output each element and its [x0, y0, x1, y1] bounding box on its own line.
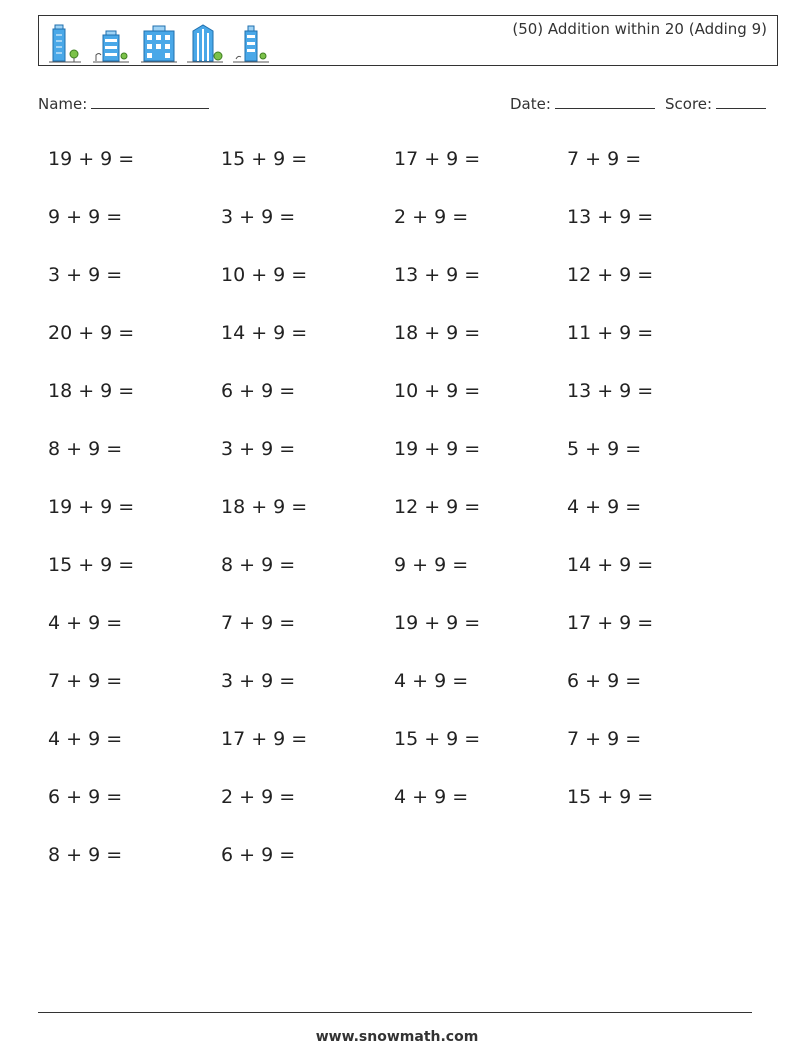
- problem-item: 2 + 9 =: [221, 786, 296, 808]
- apartment-building-icon: [141, 21, 177, 63]
- problem-item: 4 + 9 =: [48, 612, 123, 634]
- problem-item: 4 + 9 =: [567, 496, 642, 518]
- problem-item: 19 + 9 =: [394, 612, 481, 634]
- problem-item: 3 + 9 =: [48, 264, 123, 286]
- problem-item: 7 + 9 =: [221, 612, 296, 634]
- score-label: Score:: [665, 95, 713, 113]
- problem-item: 19 + 9 =: [48, 148, 135, 170]
- problem-item: 3 + 9 =: [221, 438, 296, 460]
- skyscraper-icon: [187, 21, 223, 63]
- problem-item: 15 + 9 =: [48, 554, 135, 576]
- problem-item: 13 + 9 =: [394, 264, 481, 286]
- problem-item: 18 + 9 =: [221, 496, 308, 518]
- tall-building-icon: [49, 21, 81, 63]
- problem-item: 20 + 9 =: [48, 322, 135, 344]
- date-blank[interactable]: [555, 94, 655, 109]
- problem-item: 9 + 9 =: [394, 554, 469, 576]
- tower-building-icon: [233, 21, 269, 63]
- problem-item: 17 + 9 =: [567, 612, 654, 634]
- problem-item: 14 + 9 =: [567, 554, 654, 576]
- problem-item: 3 + 9 =: [221, 670, 296, 692]
- problem-item: 4 + 9 =: [394, 786, 469, 808]
- problem-item: 9 + 9 =: [48, 206, 123, 228]
- date-field[interactable]: [510, 94, 655, 113]
- problem-item: 15 + 9 =: [221, 148, 308, 170]
- problem-item: 12 + 9 =: [394, 496, 481, 518]
- worksheet-header: [38, 15, 778, 66]
- problem-item: 6 + 9 =: [221, 844, 296, 866]
- problem-item: 15 + 9 =: [394, 728, 481, 750]
- problem-item: 4 + 9 =: [48, 728, 123, 750]
- name-label: Name:: [38, 95, 88, 113]
- office-building-icon: [93, 21, 129, 63]
- problem-item: 7 + 9 =: [567, 148, 642, 170]
- problem-item: 8 + 9 =: [48, 844, 123, 866]
- problem-item: 10 + 9 =: [221, 264, 308, 286]
- problem-item: 8 + 9 =: [221, 554, 296, 576]
- problem-item: 17 + 9 =: [394, 148, 481, 170]
- footer-website: www.snowmath.com: [315, 1029, 479, 1045]
- problem-item: 11 + 9 =: [567, 322, 654, 344]
- problem-item: 7 + 9 =: [48, 670, 123, 692]
- problem-item: 18 + 9 =: [394, 322, 481, 344]
- problem-item: 12 + 9 =: [567, 264, 654, 286]
- problem-item: 19 + 9 =: [394, 438, 481, 460]
- score-blank[interactable]: [716, 94, 766, 109]
- problem-item: 2 + 9 =: [394, 206, 469, 228]
- problem-item: 10 + 9 =: [394, 380, 481, 402]
- score-field[interactable]: [665, 94, 766, 113]
- problem-item: 6 + 9 =: [221, 380, 296, 402]
- name-field[interactable]: [38, 94, 209, 113]
- problem-item: 19 + 9 =: [48, 496, 135, 518]
- footer-divider: [38, 1012, 752, 1013]
- problem-item: 7 + 9 =: [567, 728, 642, 750]
- problem-item: 4 + 9 =: [394, 670, 469, 692]
- problem-item: 6 + 9 =: [567, 670, 642, 692]
- date-label: Date:: [510, 95, 551, 113]
- problem-item: 17 + 9 =: [221, 728, 308, 750]
- problem-item: 8 + 9 =: [48, 438, 123, 460]
- problem-item: 13 + 9 =: [567, 380, 654, 402]
- problem-item: 18 + 9 =: [48, 380, 135, 402]
- problem-item: 3 + 9 =: [221, 206, 296, 228]
- name-blank[interactable]: [91, 94, 209, 109]
- problem-item: 5 + 9 =: [567, 438, 642, 460]
- problem-item: 14 + 9 =: [221, 322, 308, 344]
- problem-item: 6 + 9 =: [48, 786, 123, 808]
- problem-item: 13 + 9 =: [567, 206, 654, 228]
- worksheet-title: (50) Addition within 20 (Adding 9): [512, 20, 767, 38]
- problem-item: 15 + 9 =: [567, 786, 654, 808]
